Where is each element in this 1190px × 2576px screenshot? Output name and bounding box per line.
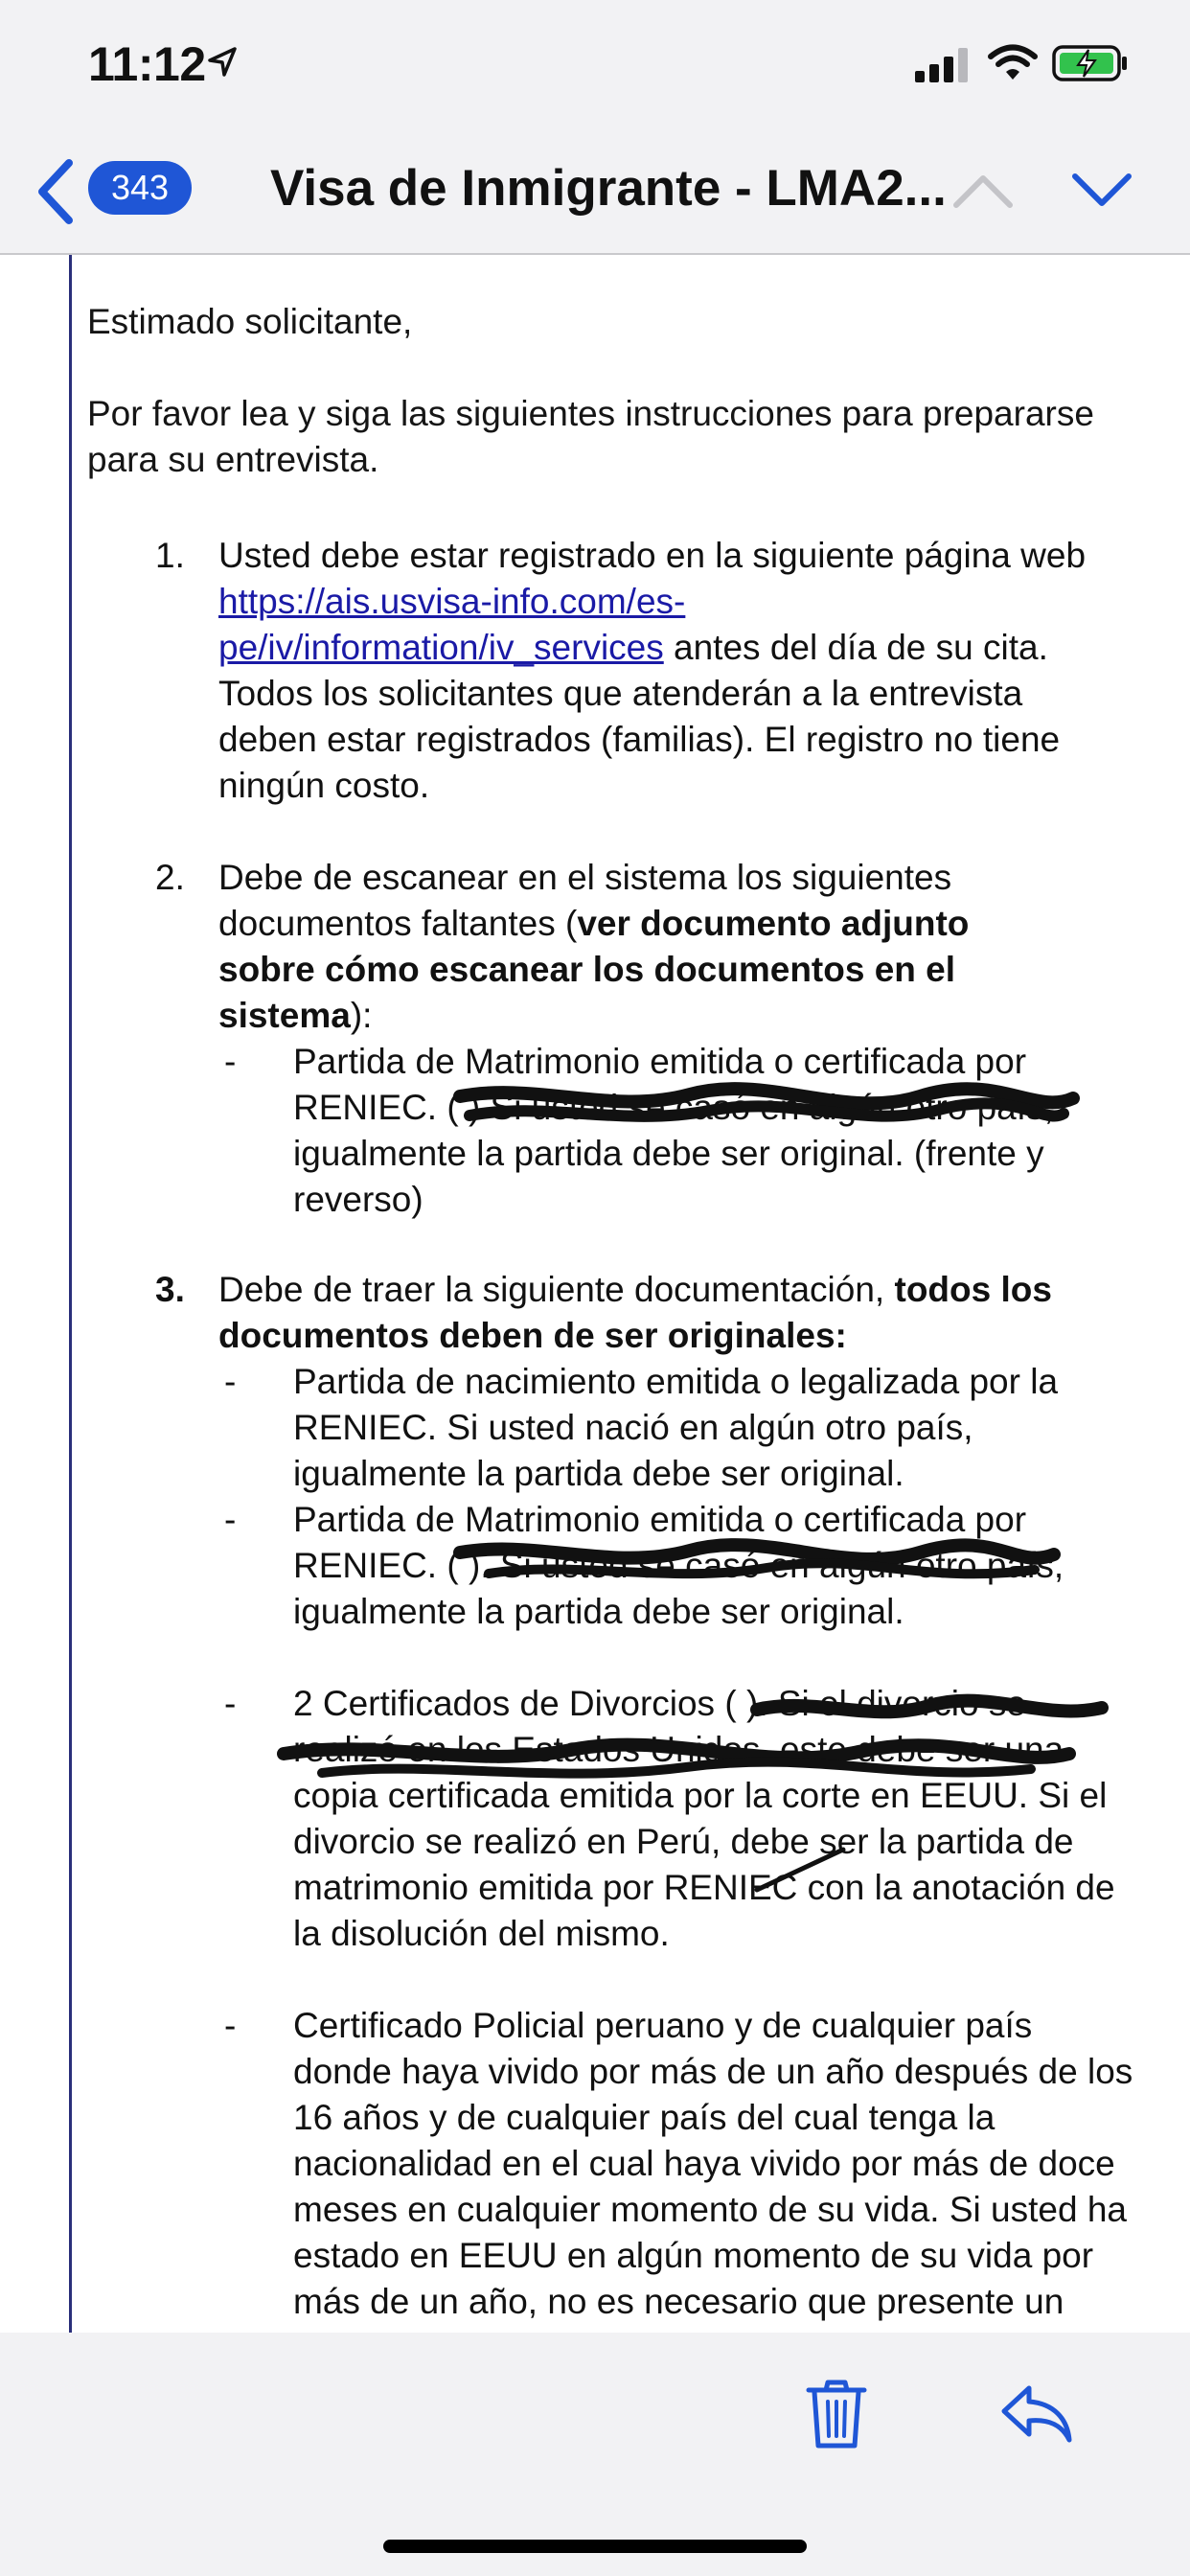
email-subject-title: Visa de Inmigrante - LMA2... [270, 160, 947, 217]
reply-icon[interactable] [1000, 2382, 1073, 2444]
item-text: antes del día de su cita. [663, 628, 1048, 667]
redaction-scribble [284, 1731, 1069, 1784]
bullet-dash: - [224, 1042, 237, 1081]
chevron-left-icon[interactable] [34, 157, 77, 226]
unread-count-badge[interactable]: 343 [88, 161, 192, 215]
item-text-bold: ver documento adjunto sobre cómo escanear los documentos en el sistema [218, 904, 970, 1035]
status-bar [0, 0, 1190, 134]
item-number: 3. [155, 1270, 185, 1309]
quote-bar [69, 255, 72, 2333]
bullet-text: Partida de Matrimonio emitida o certificada por RENIEC. ( ). Si usted se casó en algún otro país, igualmente la partida debe ser original. [293, 1500, 1064, 1631]
home-indicator [383, 2540, 807, 2553]
bottom-toolbar [0, 2333, 1190, 2576]
trash-icon[interactable] [805, 2379, 868, 2450]
redaction-scribble [460, 1531, 1054, 1589]
email-body[interactable] [0, 255, 1190, 2333]
chevron-down-icon[interactable] [1069, 169, 1134, 211]
item-note: Todos los solicitantes que atenderán a la entrevista deben estar registrados (familias). El registro no tiene ningún costo. [218, 674, 1061, 805]
wifi-icon [989, 44, 1037, 82]
list-item [218, 1267, 1129, 1359]
item-number: 2. [155, 858, 185, 897]
item-number: 1. [155, 536, 185, 575]
bullet-dash: - [224, 1500, 237, 1539]
intro-paragraph: Por favor lea y siga las siguientes instrucciones para prepararse para su entrevista. [87, 394, 1094, 479]
redaction-scribble [757, 1842, 853, 1899]
item-text: ): [350, 996, 373, 1035]
item-text-bold: todos los documentos deben de ser originales: [218, 1270, 1052, 1355]
item-text: Usted debe estar registrado en la siguiente página web [218, 536, 1087, 575]
registration-link[interactable]: https://ais.usvisa-info.com/es-pe/iv/information/iv_services [218, 582, 686, 667]
bullet-text: Certificado Policial peruano y de cualquier país donde haya vivido por más de un año después de los 16 años y de cualquier país del cual tenga la nacionalidad en el cual haya vivido por más de doce meses en cualquier momento de su vida. Si usted ha estado en EEUU en algún momento de su vida por más de un año, no es necesario que presente un [293, 2006, 1133, 2321]
item-text: Debe de traer la siguiente documentación, [218, 1270, 895, 1309]
location-arrow-icon [206, 46, 239, 79]
item-text: Debe de escanear en el sistema los siguientes documentos faltantes ( [218, 858, 952, 943]
nav-bar [0, 134, 1190, 255]
bullet-dash: - [224, 1684, 237, 1723]
redaction-scribble [757, 1689, 1102, 1731]
cell-signal-icon [915, 48, 969, 82]
chevron-up-icon[interactable] [950, 169, 1016, 211]
bullet-text: 2 Certificados de Divorcios ( ). Si el divorcio se realizó en los Estados Unidos, este debe ser una copia certificada emitida por la corte en EEUU. Si el divorcio se realizó en Perú, debe ser la partida de matrimonio emitida por RENIEC con la anotación de la disolución del mismo. [293, 1684, 1115, 1953]
list-item [218, 533, 1129, 809]
list-item [218, 855, 1042, 1039]
bullet-dash: - [224, 1362, 237, 1401]
bullet-dash: - [224, 2006, 237, 2045]
bullet-text: Partida de nacimiento emitida o legalizada por la RENIEC. Si usted nació en algún otro país, igualmente la partida debe ser original. [293, 1362, 1059, 1493]
status-time: 11:12 [88, 37, 206, 91]
greeting: Estimado solicitante, [87, 302, 413, 341]
battery-charging-icon [1052, 44, 1129, 82]
bullet-text: Partida de Matrimonio emitida o certificada por RENIEC. ( ) Si usted se casó en algún otro país, igualmente la partida debe ser original. (frente y reverso) [293, 1042, 1054, 1219]
redaction-scribble [460, 1077, 1073, 1135]
